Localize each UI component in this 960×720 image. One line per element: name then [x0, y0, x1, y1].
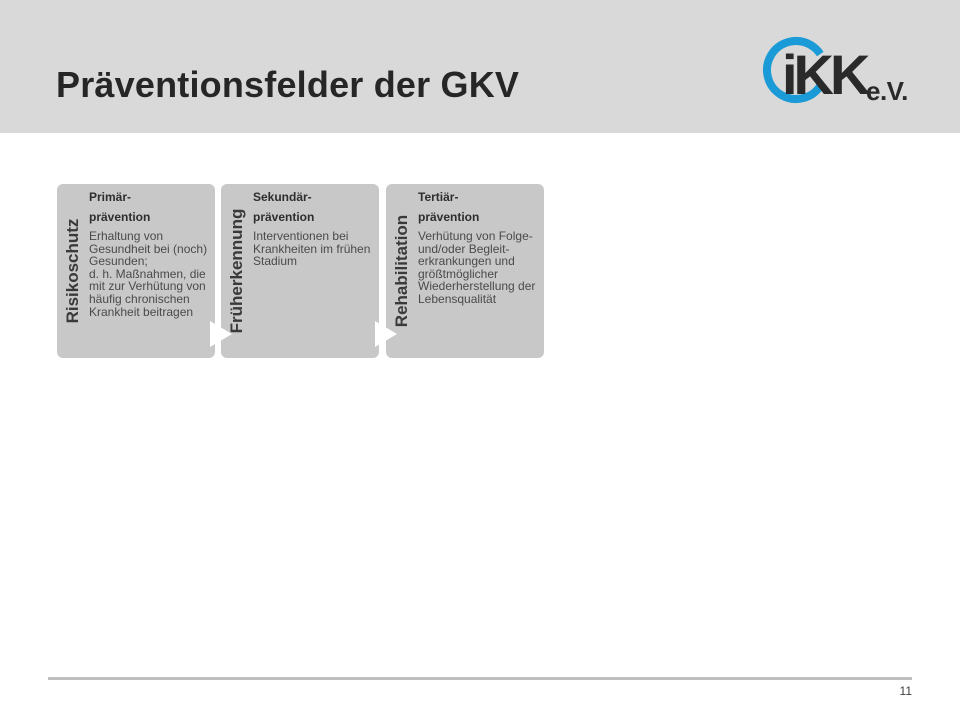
- body-paragraph: Verhütung von Folge- und/oder Begleit-erkrankungen und größtmöglicher Wiederherstellung der Lebensqualität: [418, 229, 536, 306]
- page-number: 11: [899, 684, 912, 698]
- logo-sub-text: e.V.: [866, 76, 908, 106]
- box-body: [418, 230, 542, 306]
- box-content: [253, 187, 377, 268]
- prevention-box-tertiary: [386, 184, 544, 358]
- logo-text: [760, 30, 920, 110]
- prevention-box-secondary: [221, 184, 379, 358]
- box-heading: [418, 187, 542, 227]
- side-label: [59, 184, 87, 358]
- side-label-text: Rehabilitation: [392, 214, 411, 328]
- heading-line-2: prävention: [253, 210, 315, 224]
- box-content: [89, 187, 213, 318]
- body-paragraph: d. h. Maßnahmen, die mit zur Verhütung von häufig chronischen Krankheit beitragen: [89, 266, 206, 319]
- side-label-text: Früherkennung: [227, 208, 246, 334]
- box-body: [253, 230, 377, 268]
- heading-line-2: prävention: [418, 210, 480, 224]
- heading-line-1: Sekundär-: [253, 190, 312, 204]
- logo-main-text: iKK: [782, 43, 867, 106]
- box-body: [89, 230, 213, 318]
- heading-line-1: Primär-: [89, 190, 132, 204]
- arrow-right-icon: [210, 321, 232, 347]
- box-heading: [253, 187, 377, 227]
- ikk-logo: [760, 30, 920, 110]
- side-label-text: Risikoschutz: [63, 218, 82, 324]
- heading-line-1: Tertiär-: [418, 190, 459, 204]
- body-paragraph: Erhaltung von Gesundheit bei (noch) Gesunden;: [89, 229, 208, 269]
- box-content: [418, 187, 542, 306]
- footer-divider: [48, 677, 912, 680]
- box-heading: [89, 187, 213, 227]
- slide-header: [0, 0, 960, 133]
- arrow-right-icon: [375, 321, 397, 347]
- heading-line-2: prävention: [89, 210, 151, 224]
- page-title: Präventionsfelder der GKV: [56, 64, 520, 105]
- prevention-box-primary: [57, 184, 215, 358]
- body-paragraph: Interventionen bei Krankheiten im frühen Stadium: [253, 229, 371, 269]
